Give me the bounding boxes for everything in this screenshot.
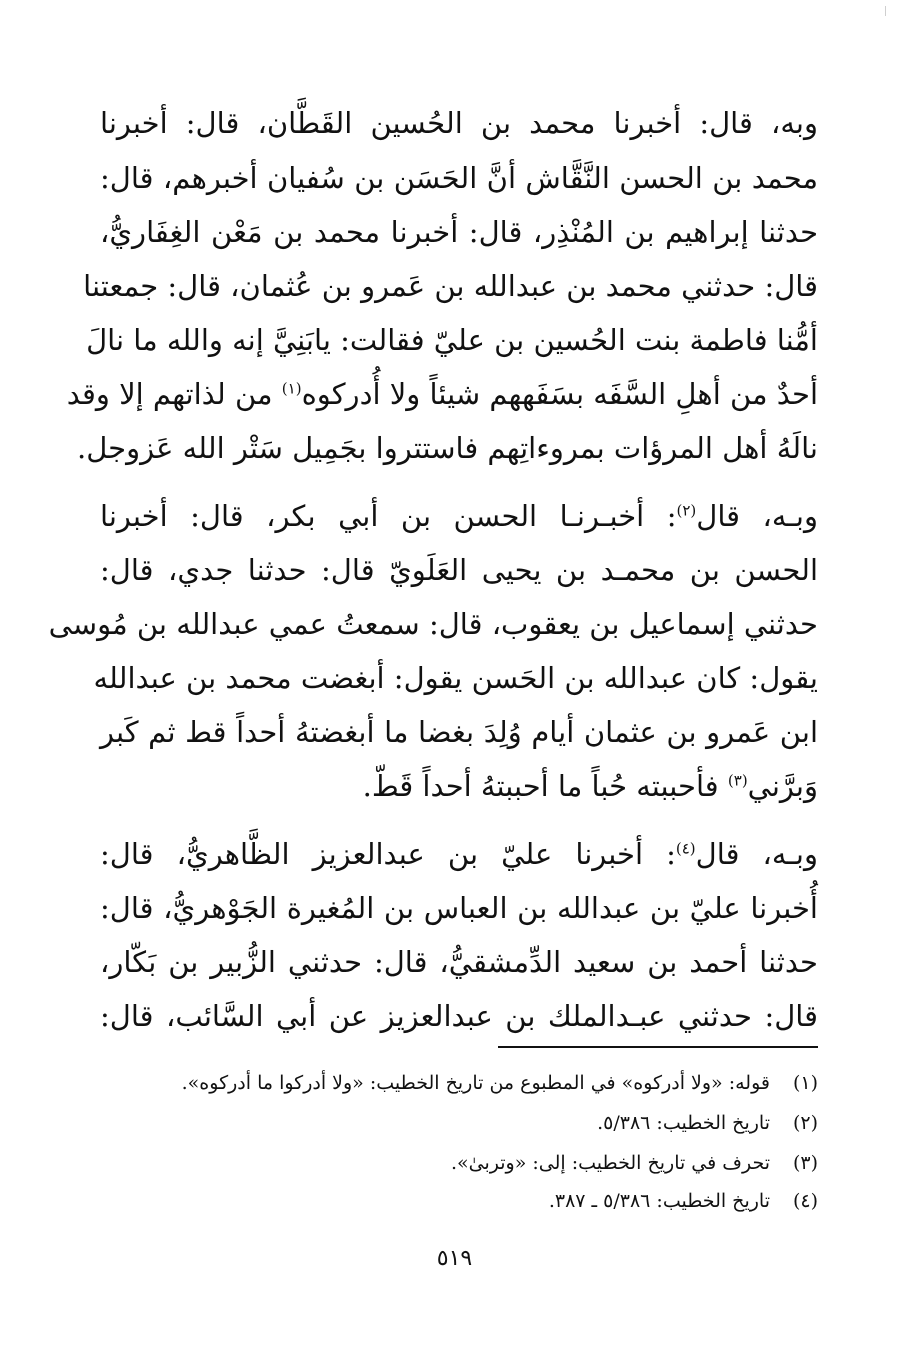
text-segment: وبـه، قال	[696, 499, 819, 533]
text-line: أُخبرنا عليّ بن عبدالله بن العباس بن المُغيرة الجَوْهريُّ، قال:	[100, 891, 818, 925]
footnote-number: (١)	[792, 1072, 818, 1094]
text-segment: : أخبـرنـا الحسن بن أبي بكر، قال: أخبرنا	[100, 499, 677, 533]
footnote	[150, 1150, 818, 1176]
text-line: محمد بن الحسن النَّقَّاش أنَّ الحَسَن بن سُفيان أخبرهم، قال:	[100, 161, 818, 195]
text-line	[66, 374, 818, 414]
text-segment: : أخبرنا عليّ بن عبدالعزيز الظَّاهريُّ، قال:	[100, 837, 676, 871]
text-line: يقول: كان عبدالله بن الحَسن يقول: أبغضت محمد بن عبدالله	[93, 661, 818, 695]
footnote-number: (٢)	[792, 1112, 818, 1134]
footnote-separator	[498, 1046, 818, 1048]
footnote-number: (٣)	[792, 1152, 818, 1174]
footnote-ref-1: (١)	[281, 379, 302, 398]
footnote-text: تحرف في تاريخ الخطيب: إلى: «وتربىٰ».	[450, 1152, 770, 1174]
text-line: حدثنا إبراهيم بن المُنْذِر، قال: أخبرنا محمد بن مَعْن الغِفَاريُّ،	[100, 215, 818, 249]
footnote-text: تاريخ الخطيب: ٥/٣٨٦.	[597, 1112, 770, 1134]
footnote-text: تاريخ الخطيب: ٥/٣٨٦ ـ ٣٨٧.	[548, 1190, 770, 1212]
text-line: نالَهُ أهل المرؤات بمروءاتِهم فاستتروا بجَمِيل سَتْر الله عَزوجل.	[77, 431, 818, 465]
text-line: الحسن بن محمـد بن يحيى العَلَويّ قال: حدثنا جدي، قال:	[100, 553, 818, 587]
footnote	[150, 1070, 818, 1096]
footnote-number: (٤)	[792, 1190, 818, 1212]
footnote-ref-4: (٤)	[675, 839, 696, 858]
text-segment: أحدٌ من أهلِ السَّفَه بسَفَههم شيئاً ولا أُدركوه	[301, 377, 818, 411]
text-line: قال: حدثني عبـدالملك بن عبدالعزيز عن أبي السَّائب، قال:	[100, 999, 818, 1033]
text-line: قال: حدثني محمد بن عبدالله بن عَمرو بن عُثمان، قال: جمعتنا	[83, 269, 818, 303]
text-line: حدثنا أحمد بن سعيد الدِّمشقيُّ، قال: حدثني الزُّبير بن بَكّار،	[100, 945, 818, 979]
footnote-ref-3: (٣)	[727, 771, 748, 790]
text-line	[100, 834, 818, 874]
text-segment: من لذاتهم إلا وقد	[66, 377, 282, 411]
text-line: ابن عَمرو بن عثمان أيام وُلِدَ بغضا ما أبغضتهُ أحداً قط ثم كَبر	[100, 715, 818, 749]
text-line: وبه، قال: أخبرنا محمد بن الحُسين القَطَّان، قال: أخبرنا	[100, 106, 818, 140]
footnote-text: قوله: «ولا أدركوه» في المطبوع من تاريخ الخطيب: «ولا أدركوا ما أدركوه».	[181, 1072, 770, 1094]
text-segment: وبـه، قال	[695, 837, 819, 871]
text-segment: فأحببته حُباً ما أحببتهُ أحداً قَطّ.	[362, 769, 728, 803]
page-number: ٥١٩	[436, 1246, 473, 1271]
text-line	[100, 496, 818, 536]
scan-mark	[885, 6, 886, 16]
footnote	[150, 1110, 818, 1136]
text-line	[100, 766, 818, 806]
text-line: أمُّنا فاطمة بنت الحُسين بن عليّ فقالت: يابَنِيَّ إنه والله ما نالَ	[86, 323, 818, 357]
text-line: حدثني إسماعيل بن يعقوب، قال: سمعتُ عمي عبدالله بن مُوسى	[48, 607, 818, 641]
footnote-ref-2: (٢)	[676, 501, 697, 520]
footnote	[150, 1188, 818, 1214]
text-segment: وَبرَّني	[747, 769, 818, 803]
